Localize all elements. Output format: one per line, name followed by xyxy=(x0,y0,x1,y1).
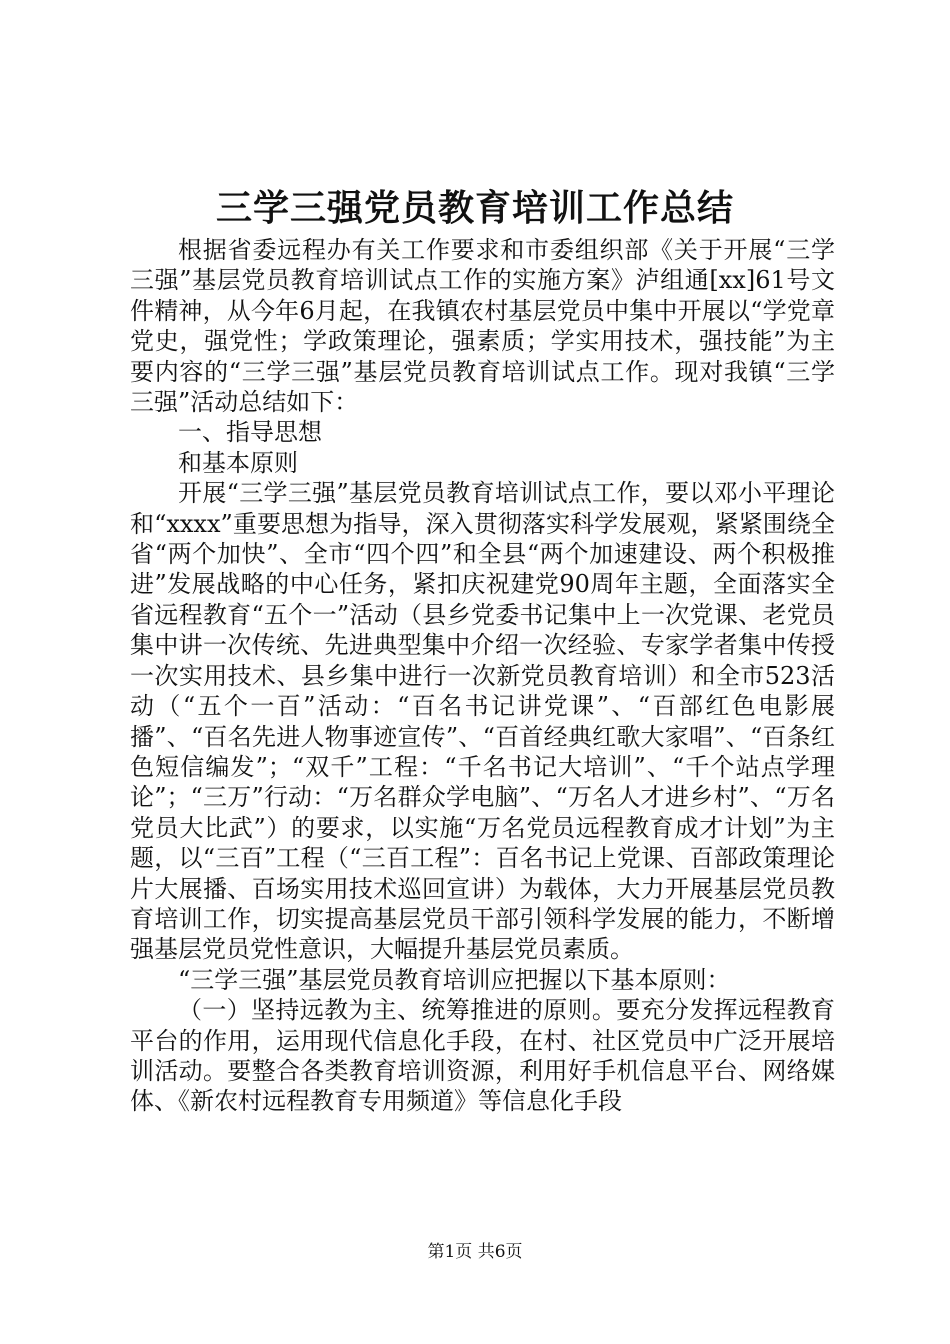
section-heading-basic-principles: 和基本原则 xyxy=(178,448,298,477)
paragraph-principles-intro: “三学三强”基层党员教育培训应把握以下基本原则： xyxy=(178,965,731,994)
paragraph-principle-one: （一）坚持远教为主、统筹推进的原则。要充分发挥远程教育平台的作用，运用现代信息化手段，在村、社区党员中广泛开展培训活动。要整合各类教育培训资源，利用好手机信息平台、网络媒体、《新农村远程教育专用频道》等信息化手段 xyxy=(130,996,835,1116)
paragraph-guiding-ideology: 开展“三学三强”基层党员教育培训试点工作，要以邓小平理论和“xxxx”重要思想为指导，深入贯彻落实科学发展观，紧紧围绕全省“两个加快”、全市“四个四”和全县“两个加速建设、两个积极推进”发展战略的中心任务，紧扣庆祝建党90周年主题，全面落实全省远程教育“五个一”活动（县乡党委书记集中上一次党课、老党员集中讲一次传统、先进典型集中介绍一次经验、专家学者集中传授一次实用技术、县乡集中进行一次新党员教育培训）和全市523活动（“五个一百”活动：“百名书记讲党课”、“百部红色电影展播”、“百名先进人物事迹宣传”、“百首经典红歌大家唱”、“百条红色短信编发”；“双千”工程：“千名书记大培训”、“千个站点学理论”；“三万”行动：“万名群众学电脑”、“万名人才进乡村”、“万名党员大比武”）的要求，以实施“万名党员远程教育成才计划”为主题，以“三百”工程（“三百工程”：百名书记上党课、百部政策理论片大展播、百场实用技术巡回宣讲）为载体，大力开展基层党员教育培训工作，切实提高基层党员干部引领科学发展的能力，不断增强基层党员党性意识，大幅提升基层党员素质。 xyxy=(130,479,835,964)
section-heading-guiding-ideology: 一、指导思想 xyxy=(178,418,322,447)
document-body xyxy=(130,235,835,1117)
paragraph-intro: 根据省委远程办有关工作要求和市委组织部《关于开展“三学三强”基层党员教育培训试点工作的实施方案》泸组通[xx]61号文件精神，从今年6月起，在我镇农村基层党员中集中开展以“学党章党史，强党性；学政策理论，强素质；学实用技术，强技能”为主要内容的“三学三强”基层党员教育培训试点工作。现对我镇“三学三强”活动总结如下： xyxy=(130,236,835,417)
document-title: 三学三强党员教育培训工作总结 xyxy=(215,187,734,229)
page-footer: 第1页 共6页 xyxy=(427,1242,523,1262)
